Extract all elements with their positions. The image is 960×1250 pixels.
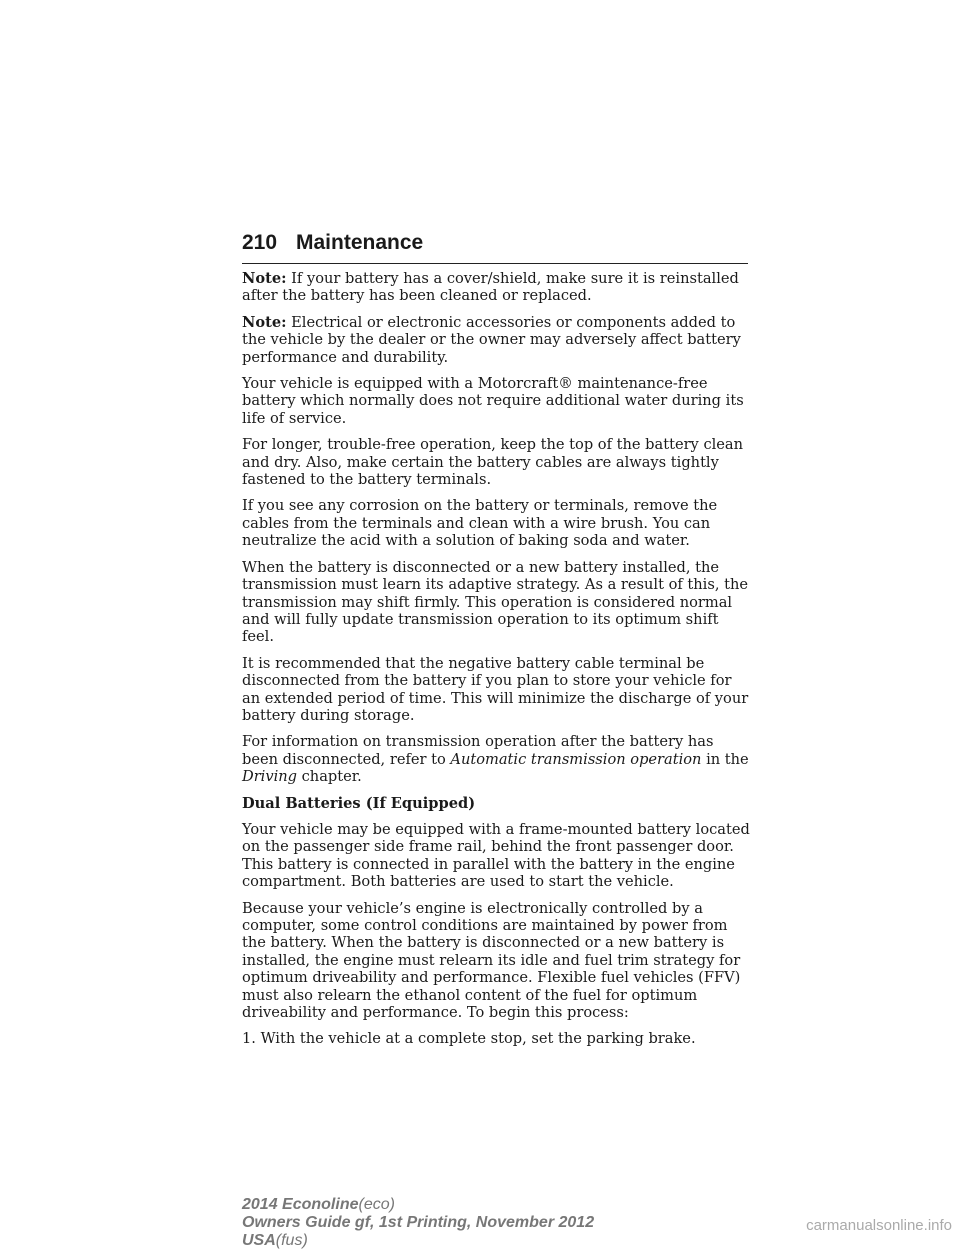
market-name: USA (242, 1232, 276, 1249)
page-header (242, 231, 748, 264)
subheading (242, 795, 752, 812)
step-item: 1. With the vehicle at a complete stop, set the parking brake. (242, 1030, 696, 1048)
paragraph: Your vehicle may be equipped with a frame-mounted battery located on the passenger side frame rail, behind the front passenger door. This battery is connected in parallel with the battery in the engine compartment. Both batteries are used to start the vehicle. (242, 820, 750, 891)
note-label: Note: (242, 313, 287, 331)
text-run: chapter. (297, 768, 362, 786)
body-text (242, 270, 752, 1057)
footer-guide-line: Owners Guide gf, 1st Printing, November 2012 (242, 1214, 595, 1231)
note-label: Note: (242, 270, 287, 287)
note-accessories (242, 314, 752, 366)
paragraph: When the battery is disconnected or a new battery installed, the transmission must learn its adaptive strategy. As a result of this, the transmission may shift firmly. This operation is considered normal and will fully update transmission operation to its optimum shift feel. (242, 558, 749, 646)
model-name: 2014 Econoline (242, 1196, 359, 1213)
cross-reference: Automatic transmission operation (450, 750, 702, 768)
cross-reference: Driving (242, 768, 297, 786)
market-code: (fus) (275, 1232, 308, 1249)
page-number: 210 (242, 231, 278, 254)
footer-model-line (242, 1196, 662, 1214)
model-code: (eco) (358, 1196, 395, 1213)
watermark: carmanualsonline.info (806, 1217, 952, 1234)
paragraph: Your vehicle is equipped with a Motorcraft® maintenance-free battery which normally does not require additional water during its life of service. (242, 375, 744, 427)
note-cover-shield (242, 270, 752, 305)
note-text: If your battery has a cover/shield, make sure it is reinstalled after the battery has been cleaned or replaced. (242, 270, 739, 305)
note-text: Electrical or electronic accessories or components added to the vehicle by the dealer or the owner may adversely affect battery performance and durability. (242, 313, 741, 366)
footer-market-line (242, 1232, 662, 1250)
paragraph: Because your vehicle’s engine is electronically controlled by a computer, some control conditions are maintained by power from the battery. When the battery is disconnected or a new battery is installed, the engine must relearn its idle and fuel trim strategy for optimum driveability and performance. Flexible fuel vehicles (FFV) must also relearn the ethanol content of the fuel for optimum driveability and performance. To begin this process: (242, 899, 741, 1022)
paragraph: For longer, trouble-free operation, keep the top of the battery clean and dry. Also, make certain the battery cables are always tightly fastened to the battery terminals. (242, 436, 744, 489)
paragraph: If you see any corrosion on the battery or terminals, remove the cables from the terminals and clean with a wire brush. You can neutralize the acid with a solution of baking soda and water. (242, 497, 718, 550)
subheading-text: Dual Batteries (If Equipped) (242, 794, 476, 812)
section-title: Maintenance (296, 231, 424, 254)
text-run: For information on transmission operation after the battery has been disconnected, refer to (242, 733, 714, 768)
text-run: in the (701, 750, 749, 768)
paragraph: It is recommended that the negative battery cable terminal be disconnected from the battery if you plan to store your vehicle for an extended period of time. This will minimize the discharge of your battery during storage. (242, 654, 749, 724)
paragraph-reference (242, 733, 752, 785)
